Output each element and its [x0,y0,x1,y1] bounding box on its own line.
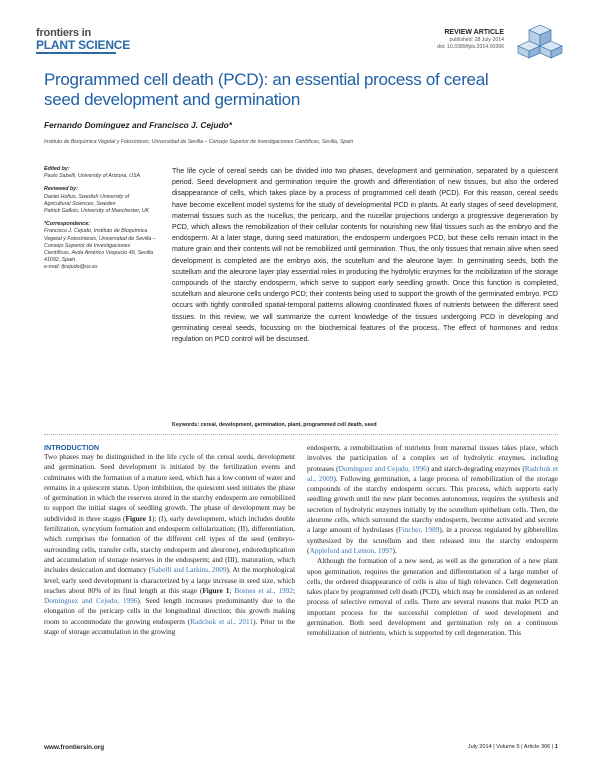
figure-ref[interactable]: Figure 1 [125,513,152,523]
citation-link[interactable]: Radchuk et al., 2009 [307,463,559,483]
journal-logo-text [36,28,130,54]
affiliation: Instituto de Bioquímica Vegetal y Fotosíntesis, Universidad de Sevilla – Consejo Superior de Investigaciones Científicas, Sevilla, Spain [44,139,354,145]
citation-link[interactable]: Domínguez and Cejudo, 1996 [44,596,138,606]
body-text: ; [292,585,295,595]
email-link[interactable]: e-mail: fjcejudo@us.es [44,264,98,271]
authors: Fernando Domínguez and Francisco J. Cejudo* [44,120,232,130]
citation-link[interactable]: Appleford and Lenton, 1997 [309,545,393,555]
journal-name-line2: PLANT SCIENCE [36,38,131,52]
correspondence: Francisco J. Cejudo, Instituto de Bioquímica Vegetal y Fotosíntesis, Universidad de Sevilla – Consejo Superior de Investigaciones Científicas, Avda Américo Vespucio 49, Sevilla 41092, Spain [44,228,156,264]
page-number: 1 [554,744,558,750]
article-title: Programmed cell death (PCD): an essential process of cereal seed development and germination [44,70,489,109]
article-meta [437,29,504,50]
footer-url[interactable]: www.frontiersin.org [44,744,105,751]
reviewer-2: Patrick Gallois, University of Manchester, UK [44,208,150,215]
body-text: ) and starch-degrading enzymes ( [426,463,525,473]
journal-name-line1: frontiers in [36,27,92,39]
edited-by: Paolo Sabelli, University of Arizona, USA [44,173,141,180]
edited-by-label: Edited by: [44,166,70,172]
body-text: ). Seed length increases predominantly due to the elongation of the pericarp cells in the longitudinal direction; this growth making room to accommodate the growing endosperm ( [44,596,295,626]
editorial-sidebar [44,166,156,278]
body-text: ). [392,545,397,555]
issue-info: July 2014 | Volume 5 | Article 366 | [467,744,554,750]
footer-issue [468,744,558,750]
published-date: published: 28 July 2014 [449,37,504,44]
keywords-label: Keywords: [172,422,200,428]
abstract: The life cycle of cereal seeds can be divided into two phases, development and germination, separated by a quiescent period. Seed development and germination require the growth and differentiation of new tissues, but also the ordered disappearance of cells, which takes place by a process of programmed cell death (PCD). For this reason, cereal seeds have become excellent model systems for the study of developmental PCD in plants. At early stages of seed development, maternal tissues such as the nucellus, the pericarp, and the nucellar projections undergo a progressive degeneration by PCD, which allows the remobilization of their cellular contents for nourishing new filial tissues such as the embryo and the endosperm. At a later stage, during seed maturation, the endosperm undergoes PCD, but these cells remain intact in the mature grain and their contents will not be remobilized until germination. Thus, the only tissues that remain alive when seed development is completed are the embryo axis, the scutellum and the aleurone layer. In germinating seeds, both the scutellum and the aleurone layer play essential roles in producing the hydrolytic enzymes for the mobilization of the storage compounds of the starchy endosperm, which serve to support early seedling growth. Once this function is completed, scutellum and aleurone cells undergo PCD; their contents being used to support the growth of the germinated embryo. PCD occurs with tightly controlled spatial-temporal patterns allowing coordinated fluxes of nutrients between the different seed tissues. In this review, we will summarize the current knowledge of the tissues undergoing PCD in developing and germinating cereal seeds, focussing on the biochemical features of the process. The effect of hormones and redox regulation on PCD control will be discussed. [172,168,558,344]
doi: doi: 10.3389/fpls.2014.00366 [437,43,504,50]
citation-link[interactable]: Sabelli and Larkins, 2009 [151,565,227,575]
body-column-left [44,452,295,637]
citation-link[interactable]: Radchuk et al., 2011 [190,616,254,626]
correspondence-label: *Correspondence: [44,221,90,228]
body-text: ). At the morphological level, early seed development is characterized by a large increase in seed size, which reaches about 80% of its final length at this stage ( [44,565,296,595]
figure-ref[interactable]: Figure 1 [202,585,230,595]
body-column-right [307,443,558,639]
paragraph: Although the formation of a new seed, as well as the generation of a new plant upon germination, requires the generation and differentiation of a large number of cells, the ordered disappearance of cells is also of high relevance. Cell degeneration takes place by programmed cell death (PCD), which may be considered as an ordered process of selective removal of cells. There are several reasons that make PCD an important process for the successful completion of seed development and germination. Both seed development and germination rely on a continuous remobilization of nutrients, which is supported by cell degeneration. This [307,556,558,638]
keywords-list: cereal, development, germination, plant, programmed cell death, seed [200,422,377,428]
citation-link[interactable]: Fincher, 1989 [398,525,440,535]
body-text: ): (I), early development, which includes double fertilization, syncytium formation and endosperm cellularization; (II), differentiation, which comprises the formation of the different cell types of the seed (embryo-surrounding cells, transfer cells, starchy endosperm and aleurone), endoreduplication and accumulation of storage reserves in the endosperm; and (III), maturation, which includes desiccation and dormancy ( [44,513,295,575]
frontiers-cube-icon [515,22,565,60]
citation-link[interactable]: Bosnes et al., 1992 [234,585,293,595]
body-text: ). Following germination, a large process of remobilization of the storage compounds of the starchy endosperm occurs. This process, which supports early seedling growth until the new plant becomes autonomous, requires the synthesis and secretion of hydrolytic enzymes initially by the scutellum epithelium cells. Then, the aleurone cells, which surround the starchy endosperm, become activated and secrete a large amount of hydrolases ( [307,473,558,535]
journal-underline [36,52,116,54]
reviewer-1: Daniel Hofius, Swedish University of Agricultural Sciences, Sweden [44,193,130,207]
body-text: ), in a process regulated by gibberellins synthesized by the scutellum and then released into the starchy endosperm ( [307,525,558,555]
body-text: endosperm, a remobilization of nutrients from maternal tissues takes place, which involves the participation of a complex set of hydrolytic enzymes, including proteases ( [307,443,558,473]
citation-link[interactable]: Domínguez and Cejudo, 1996 [338,463,427,473]
keywords [172,422,377,428]
article-type: REVIEW ARTICLE [444,29,504,36]
reviewed-by-label: Reviewed by: [44,186,78,193]
divider [44,434,558,435]
body-text: ; [229,585,235,595]
body-text: ). Prior to the stage of storage accumulation in the growing [44,616,295,637]
section-heading: INTRODUCTION [44,443,100,452]
body-text: Two phases may be distinguished in the life cycle of the cereal seeds, development and germination. Seed development is initiated by the fertilization events and culminates with the formation of a mature seed, which has a low content of water and remains in a quiescent status. Upon imbibition, the quiescent seed initiates the phase of germination in which the reserves stored in the starchy endosperm are remobilized to support the initial stages of seedling growth. The phase of development may be subdivided in three stages ( [44,452,295,523]
